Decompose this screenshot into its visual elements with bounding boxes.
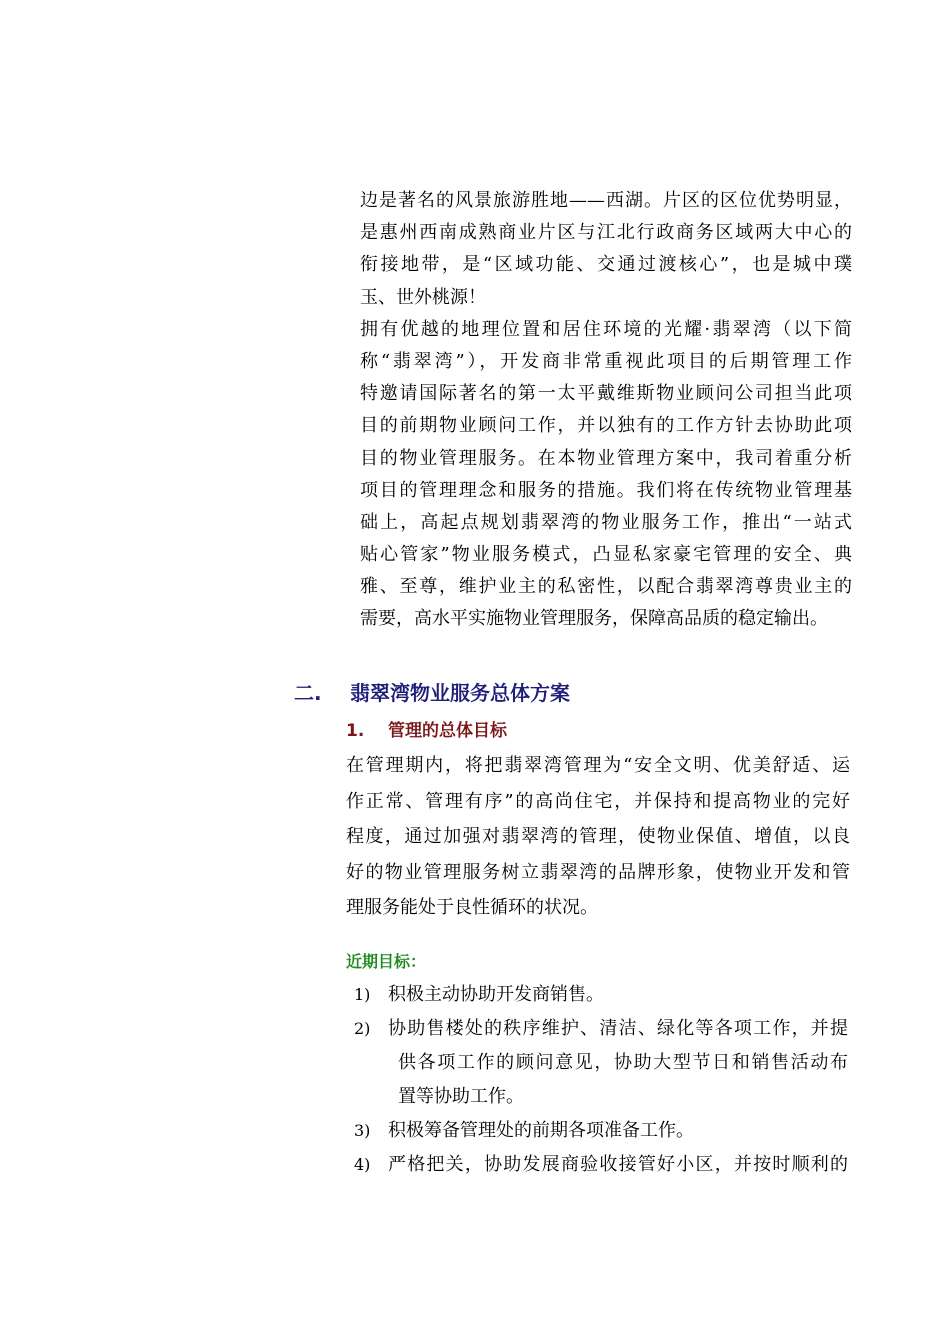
list-item (354, 1114, 850, 1148)
list-item-text: 积极筹备管理处的前期各项准备工作。 (388, 1120, 694, 1141)
intro-line: 目的物业管理服务。在本物业管理方案中，我司着重分析 (360, 447, 852, 469)
subsection-title: 管理的总体目标 (388, 721, 507, 741)
list-item-text: 置等协助工作。 (398, 1086, 524, 1107)
section-title: 翡翠湾物业服务总体方案 (350, 681, 570, 705)
intro-line: 边是著名的风景旅游胜地——西湖。片区的区位优势明显， (360, 190, 852, 211)
goal-line: 程度，通过加强对翡翠湾的管理，使物业保值、增值，以良 (346, 826, 850, 847)
list-marker: 3) (354, 1121, 371, 1140)
subsection-number: 1. (346, 721, 365, 741)
intro-line: 称“翡翠湾”），开发商非常重视此项目的后期管理工作 (360, 350, 852, 372)
list-item-text: 严格把关，协助发展商验收接管好小区，并按时顺利的 (388, 1154, 848, 1175)
goal-line: 在管理期内，将把翡翠湾管理为“安全文明、优美舒适、运 (346, 755, 850, 776)
list-item (354, 1148, 850, 1182)
intro-line: 需要，高水平实施物业管理服务，保障高品质的稳定输出。 (360, 608, 828, 630)
goal-line: 理服务能处于良性循环的状况。 (346, 897, 598, 918)
list-item-continuation (354, 1080, 850, 1114)
intro-line: 目的前期物业顾问工作，并以独有的工作方针去协助此项 (360, 415, 852, 437)
intro-line: 玉、世外桃源！ (360, 286, 486, 308)
near-term-list (354, 978, 850, 1182)
goal-line: 作正常、管理有序”的高尚住宅，并保持和提高物业的完好 (346, 790, 850, 812)
section-number: 二. (294, 681, 322, 705)
list-item-continuation (354, 1046, 850, 1080)
intro-line: 是惠州西南成熟商业片区与江北行政商务区域两大中心的 (360, 222, 852, 244)
list-marker: 1) (354, 985, 371, 1004)
list-item-text: 供各项工作的顾问意见，协助大型节日和销售活动布 (398, 1052, 848, 1073)
section-heading (294, 676, 570, 710)
list-item (354, 978, 850, 1012)
list-marker: 4) (354, 1155, 371, 1174)
near-term-label: 近期目标： (346, 952, 427, 971)
intro-line: 贴心管家”物业服务模式，凸显私家豪宅管理的安全、典 (360, 544, 852, 566)
intro-paragraph (360, 185, 852, 636)
subsection-heading (346, 716, 507, 746)
intro-line: 项目的管理理念和服务的措施。我们将在传统物业管理基 (360, 479, 852, 501)
list-item-text: 协助售楼处的秩序维护、清洁、绿化等各项工作，并提 (388, 1018, 848, 1039)
goal-paragraph (346, 748, 850, 926)
goal-line: 好的物业管理服务树立翡翠湾的品牌形象，使物业开发和管 (346, 861, 850, 883)
list-item-text: 积极主动协助开发商销售。 (388, 984, 604, 1005)
intro-line: 衔接地带，是“区域功能、交通过渡核心”，也是城中璞 (360, 254, 852, 276)
intro-line: 雅、至尊，维护业主的私密性，以配合翡翠湾尊贵业主的 (360, 576, 852, 598)
list-marker: 2) (354, 1019, 371, 1038)
intro-line: 特邀请国际著名的第一太平戴维斯物业顾问公司担当此项 (360, 383, 852, 405)
intro-line: 础上，高起点规划翡翠湾的物业服务工作，推出“一站式 (360, 511, 852, 533)
intro-line: 拥有优越的地理位置和居住环境的光耀·翡翠湾（以下简 (360, 318, 852, 340)
list-item (354, 1012, 850, 1046)
